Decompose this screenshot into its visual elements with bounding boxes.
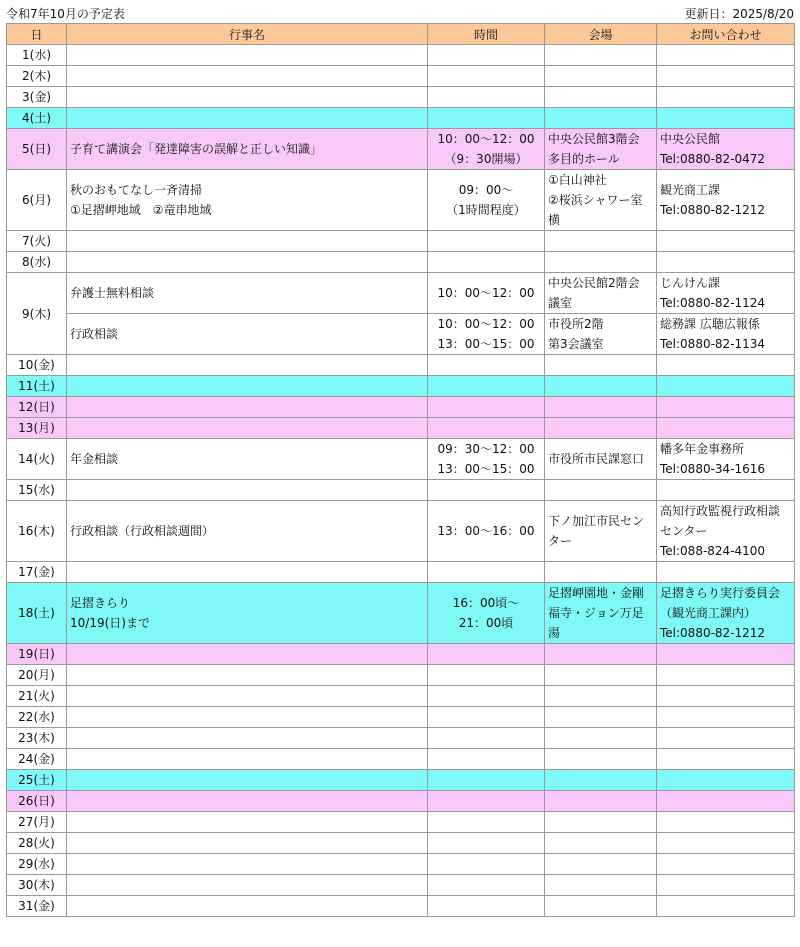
cell-day: 27(月): [7, 812, 67, 833]
cell-venue-line: 中央公民館3階会: [548, 132, 640, 146]
cell-venue: [545, 707, 657, 728]
cell-event: [67, 875, 428, 896]
cell-venue: [545, 644, 657, 665]
cell-time: [428, 129, 545, 170]
cell-event: [67, 129, 428, 170]
table-row: [7, 418, 795, 439]
cell-event-line: 秋のおもてなし一斉清掃: [70, 183, 203, 197]
table-row: [7, 231, 795, 252]
cell-venue-line: 湯: [548, 626, 561, 640]
cell-day: 16(木): [7, 501, 67, 562]
cell-event: [67, 665, 428, 686]
cell-venue-line: 中央公民館2階会: [548, 276, 640, 290]
cell-time-line: 10：00～12：00: [437, 132, 535, 146]
cell-day: 21(火): [7, 686, 67, 707]
header-venue: 会場: [545, 24, 657, 45]
cell-day: 18(土): [7, 583, 67, 644]
cell-venue-line: 多目的ホール: [548, 152, 620, 166]
cell-venue: [545, 686, 657, 707]
cell-contact: [657, 770, 795, 791]
cell-event: [67, 376, 428, 397]
cell-time: [428, 501, 545, 562]
cell-time: [428, 273, 545, 314]
cell-contact-line: 足摺きらり実行委員会: [660, 586, 781, 600]
table-row: [7, 501, 795, 562]
cell-time-line: 10：00～12：00: [437, 286, 535, 300]
cell-event-line: 足摺きらり: [70, 596, 131, 610]
cell-event: [67, 707, 428, 728]
table-row: [7, 376, 795, 397]
cell-contact: [657, 45, 795, 66]
table-row: [7, 854, 795, 875]
cell-contact-line: じんけん課: [660, 276, 721, 290]
cell-contact: [657, 129, 795, 170]
cell-time: [428, 397, 545, 418]
cell-contact: [657, 480, 795, 501]
cell-contact: [657, 314, 795, 355]
header-contact: お問い合わせ: [657, 24, 795, 45]
cell-event: [67, 770, 428, 791]
cell-day: 20(月): [7, 665, 67, 686]
table-row: [7, 707, 795, 728]
cell-venue: [545, 480, 657, 501]
cell-venue: [545, 231, 657, 252]
cell-event: [67, 170, 428, 231]
cell-time: [428, 896, 545, 917]
cell-contact: [657, 87, 795, 108]
cell-venue: [545, 252, 657, 273]
cell-day: 24(金): [7, 749, 67, 770]
table-row: [7, 170, 795, 231]
cell-day: 7(火): [7, 231, 67, 252]
cell-contact: [657, 562, 795, 583]
cell-event: [67, 439, 428, 480]
cell-contact-line: Tel:0880-82-1212: [660, 626, 766, 640]
cell-event: [67, 252, 428, 273]
cell-contact: [657, 418, 795, 439]
cell-contact-line: Tel:0880-82-1212: [660, 203, 766, 217]
cell-venue: [545, 314, 657, 355]
cell-event: [67, 273, 428, 314]
cell-contact: [657, 231, 795, 252]
table-row: [7, 896, 795, 917]
table-row: [7, 665, 795, 686]
cell-contact: [657, 833, 795, 854]
cell-venue: [545, 896, 657, 917]
table-row: [7, 686, 795, 707]
cell-event: [67, 583, 428, 644]
cell-contact: [657, 108, 795, 129]
cell-venue: [545, 501, 657, 562]
cell-event: [67, 314, 428, 355]
table-row: [7, 812, 795, 833]
table-row: [7, 45, 795, 66]
cell-venue: [545, 728, 657, 749]
cell-contact: [657, 665, 795, 686]
cell-event-line: 年金相談: [70, 452, 119, 466]
cell-time: [428, 66, 545, 87]
cell-contact-line: センター: [660, 524, 708, 538]
cell-contact: [657, 749, 795, 770]
cell-contact: [657, 644, 795, 665]
cell-day: 6(月): [7, 170, 67, 231]
cell-time: [428, 480, 545, 501]
cell-time: [428, 45, 545, 66]
cell-event: [67, 686, 428, 707]
cell-contact: [657, 273, 795, 314]
cell-event: [67, 501, 428, 562]
cell-time: [428, 252, 545, 273]
cell-time-line: 13：00～15：00: [437, 462, 535, 476]
cell-time: [428, 108, 545, 129]
cell-contact: [657, 791, 795, 812]
cell-time: [428, 854, 545, 875]
table-row: [7, 314, 795, 355]
cell-venue: [545, 108, 657, 129]
cell-time: [428, 439, 545, 480]
cell-time: [428, 791, 545, 812]
cell-time: [428, 87, 545, 108]
cell-day: 4(土): [7, 108, 67, 129]
cell-venue: [545, 812, 657, 833]
cell-day: 22(水): [7, 707, 67, 728]
cell-contact: [657, 875, 795, 896]
cell-day: 12(日): [7, 397, 67, 418]
cell-event-line: 行政相談（行政相談週間）: [70, 524, 215, 538]
cell-contact-line: Tel:088-824-4100: [660, 544, 766, 558]
cell-time: [428, 749, 545, 770]
table-row: [7, 644, 795, 665]
cell-event-line: 子育て講演会「発達障害の誤解と正しい知識」: [70, 142, 323, 156]
cell-time-line: （1時間程度）: [446, 203, 526, 217]
cell-event: [67, 480, 428, 501]
cell-day: 25(土): [7, 770, 67, 791]
cell-day: 28(火): [7, 833, 67, 854]
page-title: 令和7年10月の予定表: [6, 7, 125, 21]
cell-venue: [545, 854, 657, 875]
cell-day: 8(水): [7, 252, 67, 273]
table-row: [7, 770, 795, 791]
cell-venue-line: 足摺岬園地・金剛: [548, 586, 645, 600]
cell-venue-line: 横: [548, 213, 561, 227]
cell-event: [67, 644, 428, 665]
table-row: [7, 562, 795, 583]
cell-venue-line: ター: [548, 534, 573, 548]
table-row: [7, 439, 795, 480]
cell-venue-line: 市役所2階: [548, 317, 604, 331]
cell-time: [428, 812, 545, 833]
cell-event: [67, 728, 428, 749]
cell-time: [428, 314, 545, 355]
cell-time-line: 10：00～12：00: [437, 317, 535, 331]
cell-venue: [545, 273, 657, 314]
cell-event-line: 行政相談: [70, 327, 119, 341]
cell-day: 5(日): [7, 129, 67, 170]
table-row: [7, 791, 795, 812]
cell-venue: [545, 749, 657, 770]
cell-event: [67, 749, 428, 770]
table-row: [7, 87, 795, 108]
cell-time: [428, 875, 545, 896]
cell-contact-line: Tel:0880-82-1124: [660, 296, 766, 310]
table-row: [7, 397, 795, 418]
cell-contact: [657, 812, 795, 833]
cell-time-line: 21：00頃: [458, 616, 514, 630]
cell-contact-line: 中央公民館: [660, 132, 721, 146]
cell-contact: [657, 728, 795, 749]
cell-time: [428, 833, 545, 854]
cell-event: [67, 45, 428, 66]
cell-time: [428, 728, 545, 749]
cell-venue-line: ①白山神社: [548, 173, 607, 187]
cell-event: [67, 66, 428, 87]
cell-venue: [545, 129, 657, 170]
cell-time-line: （9：30開場）: [444, 152, 528, 166]
cell-contact-line: 観光商工課: [660, 183, 721, 197]
cell-contact-line: （観光商工課内）: [660, 606, 757, 620]
cell-day: 30(木): [7, 875, 67, 896]
cell-time: [428, 562, 545, 583]
cell-venue: [545, 87, 657, 108]
cell-contact: [657, 686, 795, 707]
cell-time-line: 09：30～12：00: [437, 442, 535, 456]
cell-contact-line: 幡多年金事務所: [660, 442, 745, 456]
table-row: [7, 728, 795, 749]
cell-contact: [657, 170, 795, 231]
cell-time-line: 13：00～16：00: [437, 524, 535, 538]
table-row: [7, 273, 795, 314]
cell-day: 26(日): [7, 791, 67, 812]
cell-venue: [545, 66, 657, 87]
table-header-row: [7, 24, 795, 45]
table-row: [7, 355, 795, 376]
cell-venue: [545, 770, 657, 791]
cell-time-line: 13：00～15：00: [437, 337, 535, 351]
cell-day: 31(金): [7, 896, 67, 917]
cell-venue: [545, 562, 657, 583]
header-time: 時間: [428, 24, 545, 45]
cell-contact-line: 高知行政監視行政相談: [660, 504, 781, 518]
cell-event: [67, 397, 428, 418]
cell-venue: [545, 583, 657, 644]
cell-contact: [657, 376, 795, 397]
cell-event: [67, 833, 428, 854]
table-body: [7, 45, 795, 917]
cell-contact: [657, 439, 795, 480]
cell-day: 3(金): [7, 87, 67, 108]
cell-venue: [545, 439, 657, 480]
header-day: 日: [7, 24, 67, 45]
cell-venue: [545, 45, 657, 66]
cell-venue: [545, 665, 657, 686]
cell-event-line: 10/19(日)まで: [70, 616, 150, 630]
table-row: [7, 66, 795, 87]
table-row: [7, 833, 795, 854]
cell-contact: [657, 355, 795, 376]
cell-time-line: 16：00頃～: [452, 596, 520, 610]
table-row: [7, 583, 795, 644]
cell-event: [67, 896, 428, 917]
cell-time-line: 09：00～: [458, 183, 514, 197]
cell-contact: [657, 501, 795, 562]
cell-venue: [545, 170, 657, 231]
cell-contact: [657, 397, 795, 418]
cell-event: [67, 418, 428, 439]
cell-contact-line: Tel:0880-82-1134: [660, 337, 766, 351]
cell-time: [428, 355, 545, 376]
cell-day: 9(木): [7, 273, 67, 355]
schedule-table: [6, 23, 795, 917]
table-row: [7, 252, 795, 273]
cell-contact-line: Tel:0880-34-1616: [660, 462, 766, 476]
cell-time: [428, 665, 545, 686]
cell-event: [67, 108, 428, 129]
updated-date: 更新日：2025/8/20: [684, 7, 794, 21]
cell-event: [67, 854, 428, 875]
cell-day: 1(水): [7, 45, 67, 66]
cell-venue: [545, 833, 657, 854]
cell-day: 17(金): [7, 562, 67, 583]
cell-contact-line: 総務課 広聴広報係: [660, 317, 760, 331]
table-row: [7, 875, 795, 896]
cell-day: 10(金): [7, 355, 67, 376]
cell-venue-line: 第3会議室: [548, 337, 604, 351]
cell-venue-line: 市役所市民課窓口: [548, 452, 645, 466]
cell-venue: [545, 791, 657, 812]
cell-time: [428, 686, 545, 707]
cell-venue-line: 福寺・ジョン万足: [548, 606, 644, 620]
cell-day: 11(土): [7, 376, 67, 397]
cell-contact: [657, 66, 795, 87]
cell-time: [428, 644, 545, 665]
cell-day: 2(木): [7, 66, 67, 87]
cell-contact: [657, 583, 795, 644]
table-row: [7, 480, 795, 501]
cell-contact: [657, 854, 795, 875]
cell-event-line: ①足摺岬地域 ②竜串地域: [70, 203, 212, 217]
header-event: 行事名: [67, 24, 428, 45]
page-header: [0, 0, 800, 22]
cell-contact: [657, 707, 795, 728]
cell-contact: [657, 896, 795, 917]
cell-event: [67, 812, 428, 833]
cell-day: 29(水): [7, 854, 67, 875]
cell-event: [67, 355, 428, 376]
cell-venue: [545, 355, 657, 376]
cell-day: 19(日): [7, 644, 67, 665]
cell-event: [67, 87, 428, 108]
cell-venue-line: 下ノ加江市民セン: [548, 514, 645, 528]
cell-time: [428, 418, 545, 439]
cell-day: 23(木): [7, 728, 67, 749]
cell-time: [428, 170, 545, 231]
cell-event-line: 弁護士無料相談: [70, 286, 155, 300]
table-row: [7, 108, 795, 129]
cell-event: [67, 231, 428, 252]
cell-contact-line: Tel:0880-82-0472: [660, 152, 766, 166]
cell-day: 15(水): [7, 480, 67, 501]
cell-venue: [545, 376, 657, 397]
cell-time: [428, 707, 545, 728]
cell-time: [428, 583, 545, 644]
cell-day: 13(月): [7, 418, 67, 439]
table-row: [7, 749, 795, 770]
cell-time: [428, 770, 545, 791]
cell-venue-line: 議室: [548, 296, 573, 310]
cell-day: 14(火): [7, 439, 67, 480]
cell-venue: [545, 875, 657, 896]
cell-venue: [545, 397, 657, 418]
cell-time: [428, 231, 545, 252]
cell-contact: [657, 252, 795, 273]
cell-venue: [545, 418, 657, 439]
cell-event: [67, 562, 428, 583]
cell-event: [67, 791, 428, 812]
table-row: [7, 129, 795, 170]
cell-time: [428, 376, 545, 397]
cell-venue-line: ②桜浜シャワー室: [548, 193, 643, 207]
